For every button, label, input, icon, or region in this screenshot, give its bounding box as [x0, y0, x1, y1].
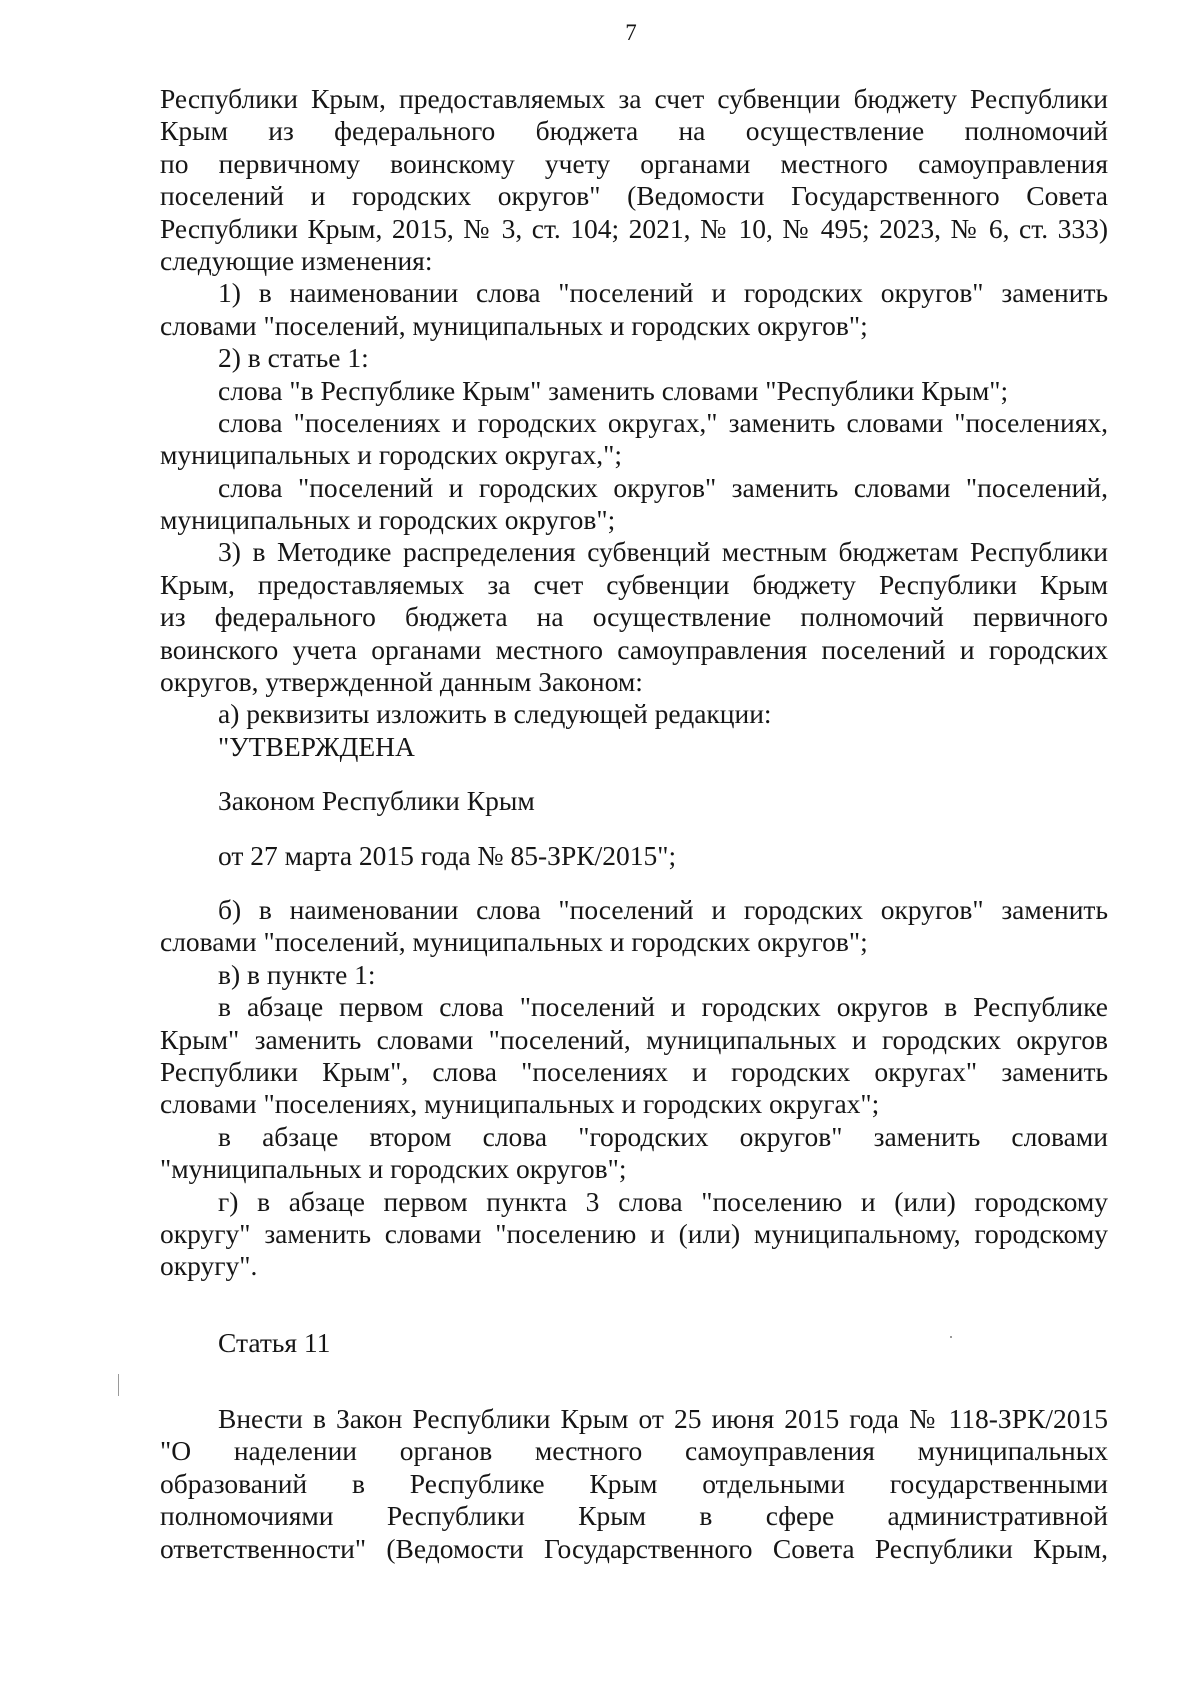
text-line: полномочиями Республики Крым в сфере административной [160, 1500, 1108, 1532]
text-line: воинского учета органами местного самоуправления поселений и городских [160, 633, 1108, 665]
text-line: 1) в наименовании слова "поселений и городских округов" заменить [218, 277, 1108, 309]
document-body [160, 83, 1108, 1565]
text-line: слова "в Республике Крым" заменить словами "Республики Крым"; [218, 374, 1009, 406]
text-line: словами "поселениях, муниципальных и городских округах"; [160, 1088, 880, 1120]
text-line: Республики Крым, предоставляемых за счет субвенции бюджету Республики [160, 83, 1108, 114]
text-line: по первичному воинскому учету органами местного самоуправления [160, 147, 1108, 179]
scan-margin-mark [118, 1374, 119, 1396]
text-line: в абзаце первом слова "поселений и городских округов в Республике [218, 991, 1108, 1023]
text-line: 3) в Методике распределения субвенций местным бюджетам Республики [218, 536, 1108, 568]
text-line: следующие изменения: [160, 244, 433, 276]
text-line: Крым, предоставляемых за счет субвенции бюджету Республики Крым [160, 568, 1108, 600]
text-line: от 27 марта 2015 года № 85-ЗРК/2015"; [218, 839, 677, 871]
text-line: образований в Республике Крым отдельными государственными [160, 1467, 1108, 1499]
text-line: Крым" заменить словами "поселений, муниципальных и городских округов [160, 1023, 1108, 1055]
text-line: 2) в статье 1: [218, 342, 369, 374]
text-line: округов, утвержденной данным Законом: [160, 666, 643, 698]
text-line: слова "поселениях и городских округах," заменить словами "поселениях, [218, 406, 1108, 438]
text-line: ответственности" (Ведомости Государственного Совета Республики Крым, [160, 1532, 1108, 1564]
text-line: в) в пункте 1: [218, 958, 376, 990]
text-line: Внести в Закон Республики Крым от 25 июня 2015 года № 118-ЗРК/2015 [218, 1403, 1108, 1435]
text-line: муниципальных и городских округов"; [160, 504, 616, 536]
scan-dot-mark [950, 1336, 952, 1338]
text-line: "О наделении органов местного самоуправления муниципальных [160, 1435, 1108, 1467]
text-line: словами "поселений, муниципальных и городских округов"; [160, 926, 868, 958]
text-line: слова "поселений и городских округов" заменить словами "поселений, [218, 471, 1108, 503]
text-line: Законом Республики Крым [218, 785, 535, 817]
text-line: а) реквизиты изложить в следующей редакции: [218, 698, 772, 730]
text-line: "муниципальных и городских округов"; [160, 1153, 627, 1185]
text-line: г) в абзаце первом пункта 3 слова "поселению и (или) городскому [218, 1185, 1108, 1217]
text-line: в абзаце втором слова "городских округов" заменить словами [218, 1120, 1108, 1152]
text-line: округу". [160, 1250, 258, 1282]
text-line: муниципальных и городских округах,"; [160, 439, 623, 471]
text-line: Республики Крым, 2015, № 3, ст. 104; 2021, № 10, № 495; 2023, № 6, ст. 333) [160, 212, 1108, 244]
text-line: Крым из федерального бюджета на осуществление полномочий [160, 115, 1108, 147]
text-line: поселений и городских округов" (Ведомости Государственного Совета [160, 180, 1108, 212]
article-heading: Статья 11 [218, 1326, 331, 1358]
text-line: "УТВЕРЖДЕНА [218, 730, 415, 762]
text-line: Республики Крым", слова "поселениях и городских округах" заменить [160, 1055, 1108, 1087]
text-line: округу" заменить словами "поселению и (или) муниципальному, городскому [160, 1217, 1108, 1249]
text-line: из федерального бюджета на осуществление полномочий первичного [160, 601, 1108, 633]
page-number: 7 [625, 20, 637, 45]
text-line: б) в наименовании слова "поселений и городских округов" заменить [218, 893, 1108, 925]
text-line: словами "поселений, муниципальных и городских округов"; [160, 309, 868, 341]
